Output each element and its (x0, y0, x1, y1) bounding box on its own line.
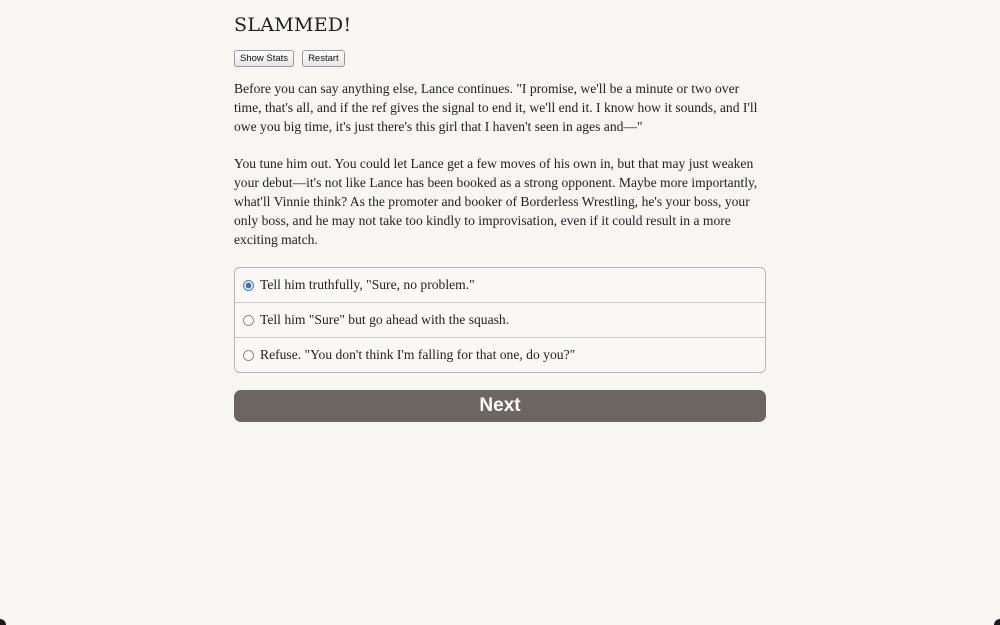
show-stats-button[interactable]: Show Stats (234, 50, 294, 67)
radio-button[interactable] (243, 315, 254, 326)
story-paragraph: Before you can say anything else, Lance continues. "I promise, we'll be a minute or two over time, that's all, and if the ref gives the signal to end it, we'll end it. I know how it sounds, and I'll owe you big time, it's just there's this girl that I haven't seen in ages and—" (234, 81, 758, 134)
game-title: SLAMMED! (234, 14, 352, 36)
next-button[interactable]: Next (234, 390, 766, 422)
choice-option-3[interactable] (235, 337, 765, 372)
choice-list (234, 267, 766, 373)
choice-label: Tell him truthfully, "Sure, no problem." (260, 277, 475, 292)
choice-label: Tell him "Sure" but go ahead with the squash. (260, 312, 510, 327)
radio-button-selected[interactable] (243, 280, 254, 291)
window-corner (0, 619, 6, 625)
choice-label: Refuse. "You don't think I'm falling for that one, do you?" (260, 347, 576, 362)
restart-button[interactable]: Restart (302, 50, 345, 67)
toolbar (234, 50, 766, 66)
main-content (234, 10, 766, 422)
window-corner (994, 619, 1000, 625)
radio-button[interactable] (243, 350, 254, 361)
story-paragraph: You tune him out. You could let Lance get a few moves of his own in, but that may just weaken your debut—it's not like Lance has been booked as a strong opponent. Maybe more importantly, what'll Vinnie think? As the promoter and booker of Borderless Wrestling, he's your boss, your only boss, and he may not take too kindly to improvisation, even if it could result in a more exciting match. (234, 156, 758, 247)
choice-option-1[interactable] (235, 268, 765, 302)
choice-option-2[interactable] (235, 302, 765, 337)
